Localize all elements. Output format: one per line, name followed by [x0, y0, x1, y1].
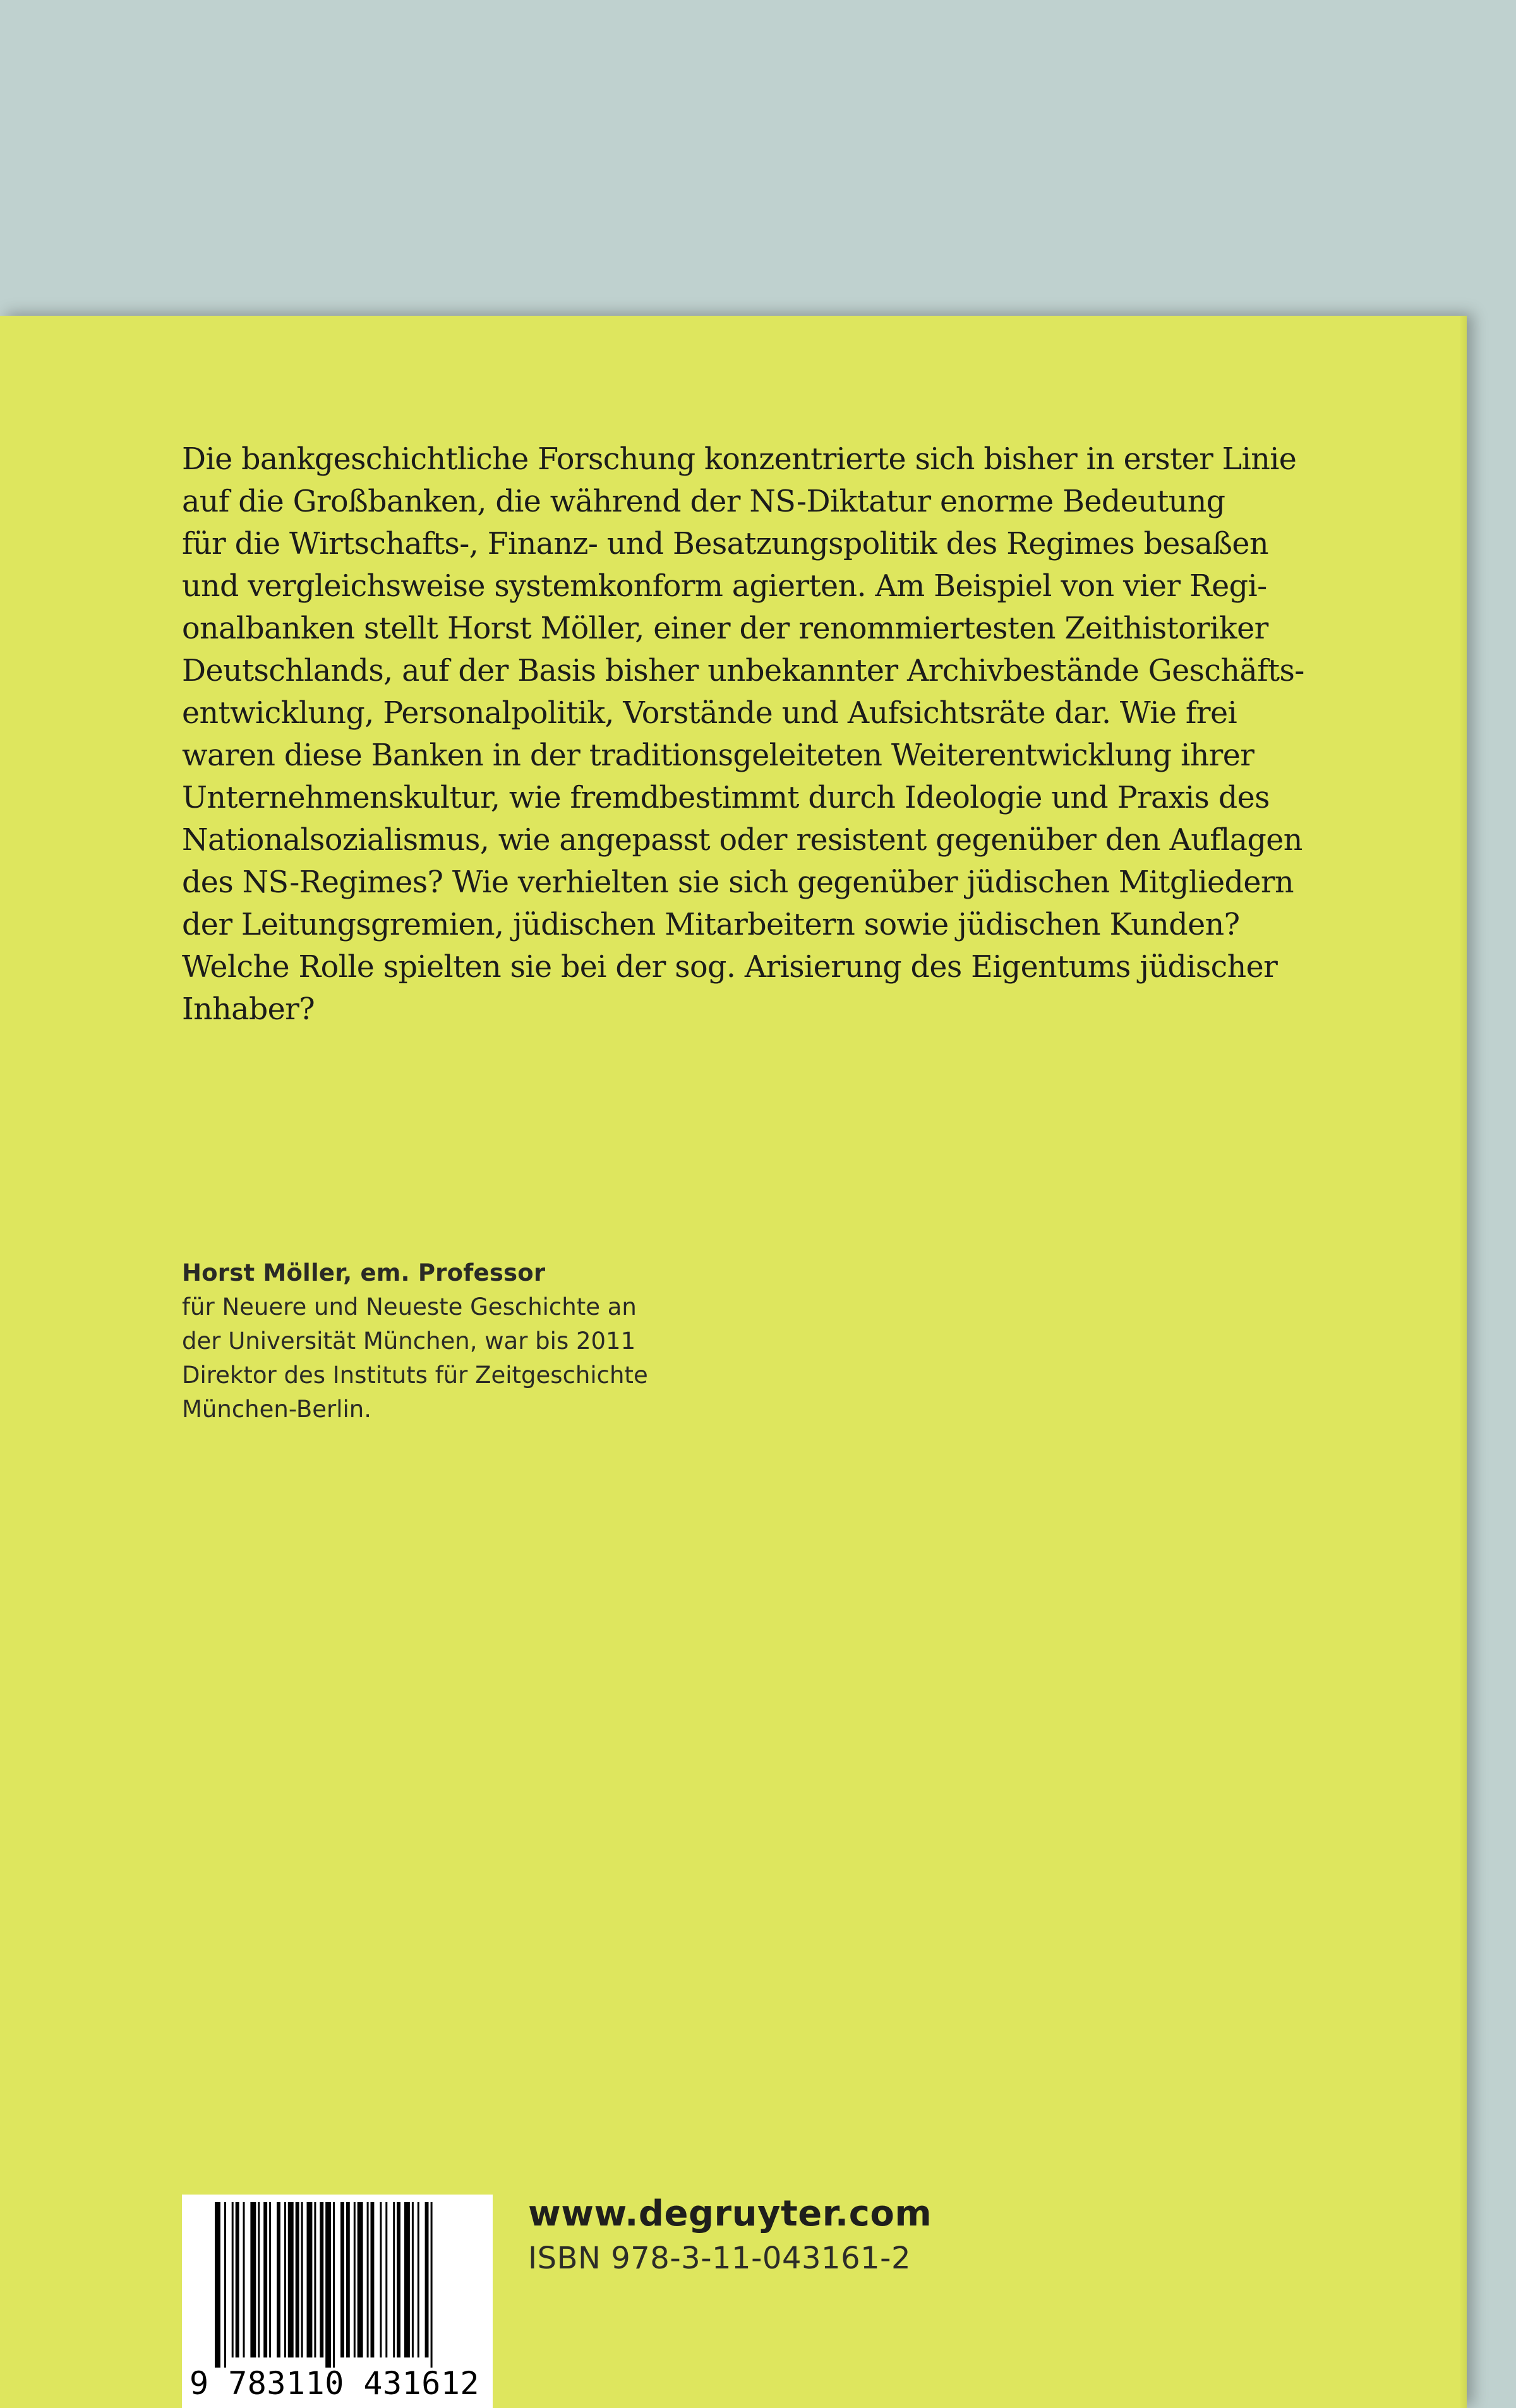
barcode-bar: [224, 2202, 226, 2368]
blurb-line: entwicklung, Personalpolitik, Vorstände und Aufsichtsräte dar. Wie frei: [182, 696, 1237, 731]
barcode-bar: [418, 2202, 419, 2357]
isbn-number: ISBN 978-3-11-043161-2: [528, 2241, 911, 2276]
barcode-bar: [393, 2202, 395, 2357]
barcode-bar: [277, 2202, 280, 2357]
barcode-digits: 9 783110 431612: [190, 2365, 480, 2402]
blurb-line: waren diese Banken in der traditionsgeleiteten Weiterentwicklung ihrer: [182, 738, 1254, 773]
author-bio-line: München-Berlin.: [182, 1396, 371, 1423]
barcode-bar: [301, 2202, 303, 2357]
barcode-bar: [314, 2202, 316, 2357]
blurb-line: für die Wirtschafts-, Finanz- und Besatzungspolitik des Regimes besaßen: [182, 527, 1268, 561]
barcode-bar: [431, 2202, 433, 2368]
barcode-bar: [258, 2202, 260, 2357]
barcode-bar: [288, 2202, 294, 2357]
barcode-bar: [243, 2202, 245, 2357]
barcode-bar: [380, 2202, 382, 2357]
barcode-bar: [307, 2202, 313, 2357]
barcode-bar: [385, 2202, 387, 2357]
barcode-bar: [232, 2202, 234, 2357]
barcode-bar: [296, 2202, 299, 2357]
barcode-bar: [404, 2202, 410, 2357]
blurb-line: onalbanken stellt Horst Möller, einer der renommiertesten Zeithistoriker: [182, 611, 1268, 646]
barcode-bar: [269, 2202, 271, 2357]
barcode-bar: [215, 2202, 220, 2368]
blurb-line: Deutschlands, auf der Basis bisher unbekannter Archivbestände Geschäfts-: [182, 654, 1304, 688]
barcode-bar: [346, 2202, 350, 2357]
barcode-bar: [412, 2202, 414, 2357]
barcode-bar: [263, 2202, 267, 2357]
barcode-bar: [284, 2202, 286, 2357]
author-bio-line: Direktor des Instituts für Zeitgeschichte: [182, 1362, 648, 1389]
book-back-cover: [0, 316, 1467, 2408]
cover-edge: [1460, 316, 1467, 2408]
publisher-info: [528, 2191, 932, 2280]
barcode-bar: [250, 2202, 256, 2357]
author-bio-line: für Neuere und Neueste Geschichte an: [182, 1293, 637, 1321]
barcode-bar: [333, 2202, 335, 2368]
barcode-bar: [425, 2202, 429, 2357]
blurb-line: Nationalsozialismus, wie angepasst oder resistent gegenüber den Auflagen: [182, 823, 1302, 858]
author-name: Horst Möller, em. Professor: [182, 1259, 546, 1286]
barcode-bar: [371, 2202, 375, 2357]
blurb-line: des NS-Regimes? Wie verhielten sie sich gegenüber jüdischen Mitgliedern: [182, 865, 1294, 900]
publisher-url[interactable]: www.degruyter.com: [528, 2193, 932, 2234]
blurb-line: der Leitungsgremien, jüdischen Mitarbeitern sowie jüdischen Kunden?: [182, 907, 1240, 942]
blurb-line: Welche Rolle spielten sie bei der sog. Arisierung des Eigentums jüdischer: [182, 950, 1278, 985]
barcode-bar: [236, 2202, 239, 2357]
blurb-text: [182, 438, 1304, 1031]
blurb-line: und vergleichsweise systemkonform agierten. Am Beispiel von vier Regi-: [182, 569, 1267, 604]
barcode-bar: [320, 2202, 323, 2357]
barcode-bar: [354, 2202, 356, 2357]
blurb-line: Die bankgeschichtliche Forschung konzentrierte sich bisher in erster Linie: [182, 442, 1297, 477]
blurb-line: Inhaber?: [182, 992, 315, 1027]
isbn-barcode: [182, 2195, 493, 2408]
author-bio: [182, 1256, 750, 1427]
blurb-line: Unternehmenskultur, wie fremdbestimmt durch Ideologie und Praxis des: [182, 781, 1270, 815]
barcode-bar: [397, 2202, 400, 2357]
barcode-bar: [340, 2202, 344, 2357]
blurb-line: auf die Großbanken, die während der NS-Diktatur enorme Bedeutung: [182, 484, 1225, 519]
author-bio-line: der Universität München, war bis 2011: [182, 1327, 636, 1355]
barcode-bar: [367, 2202, 369, 2357]
barcode-bar: [358, 2202, 363, 2357]
barcode-bar: [325, 2202, 331, 2368]
